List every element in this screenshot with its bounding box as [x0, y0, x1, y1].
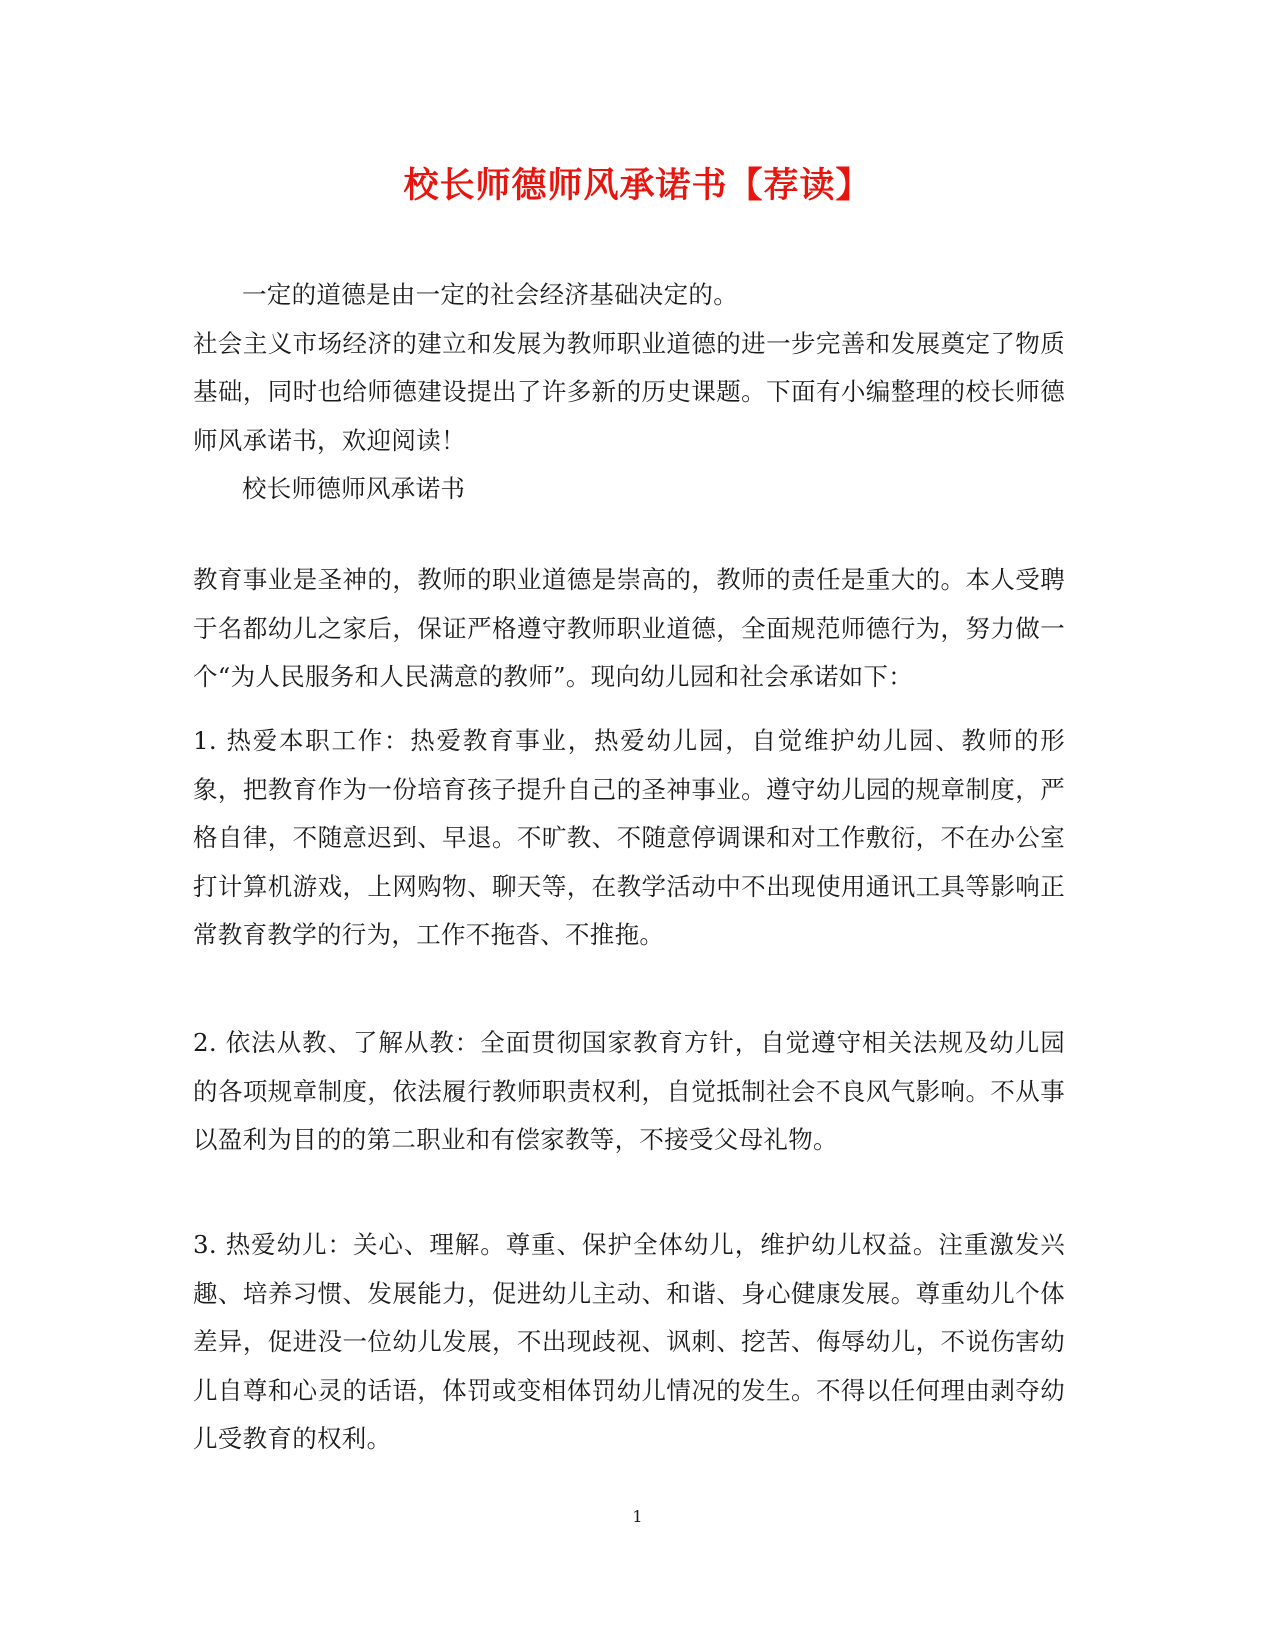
intro-line-2: 社会主义市场经济的建立和发展为教师职业道德的进一步完善和发展奠定了物质基础，同时也给师德建设提出了许多新的历史课题。下面有小编整理的校长师德师风承诺书，欢迎阅读！ — [193, 328, 1065, 455]
document-title: 校长师德师风承诺书【荐读】 — [403, 165, 872, 206]
document-subtitle: 校长师德师风承诺书 — [242, 474, 466, 503]
intro-block — [193, 271, 1065, 465]
paragraph-3 — [193, 1019, 1065, 1165]
paragraph-2-text: 1. 热爱本职工作：热爱教育事业，热爱幼儿园，自觉维护幼儿园、教师的形象，把教育作为一份培育孩子提升自己的圣神事业。遵守幼儿园的规章制度，严格自律，不随意迟到、早退。不旷教、不随意停调课和对工作敷衍，不在办公室打计算机游戏，上网购物、聊天等，在教学活动中不出现使用通讯工具等影响正常教育教学的行为，工作不拖沓、不推拖。 — [193, 726, 1065, 949]
paragraph-1-text: 教育事业是圣神的，教师的职业道德是崇高的，教师的责任是重大的。本人受聘于名都幼儿之家后，保证严格遵守教师职业道德，全面规范师德行为，努力做一个“为人民服务和人民满意的教师”。现向幼儿园和社会承诺如下： — [193, 565, 1065, 691]
intro-line-1: 一定的道德是由一定的社会经济基础决定的。 — [242, 280, 738, 309]
subtitle-block — [193, 465, 1065, 514]
paragraph-3-text: 2. 依法从教、了解从教：全面贯彻国家教育方针，自觉遵守相关法规及幼儿园的各项规章制度，依法履行教师职责权利，自觉抵制社会不良风气影响。不从事以盈利为目的的第二职业和有偿家教等，不接受父母礼物。 — [193, 1028, 1065, 1154]
paragraph-4-text: 3. 热爱幼儿：关心、理解。尊重、保护全体幼儿，维护幼儿权益。注重激发兴趣、培养习惯、发展能力，促进幼儿主动、和谐、身心健康发展。尊重幼儿个体差异，促进没一位幼儿发展，不出现歧视、讽刺、挖苦、侮辱幼儿，不说伤害幼儿自尊和心灵的话语，体罚或变相体罚幼儿情况的发生。不得以任何理由剥夺幼儿受教育的权利。 — [193, 1230, 1065, 1453]
paragraph-4 — [193, 1221, 1065, 1464]
page-number: 1 — [632, 1507, 643, 1526]
paragraph-2 — [193, 717, 1065, 960]
paragraph-1 — [193, 556, 1065, 702]
